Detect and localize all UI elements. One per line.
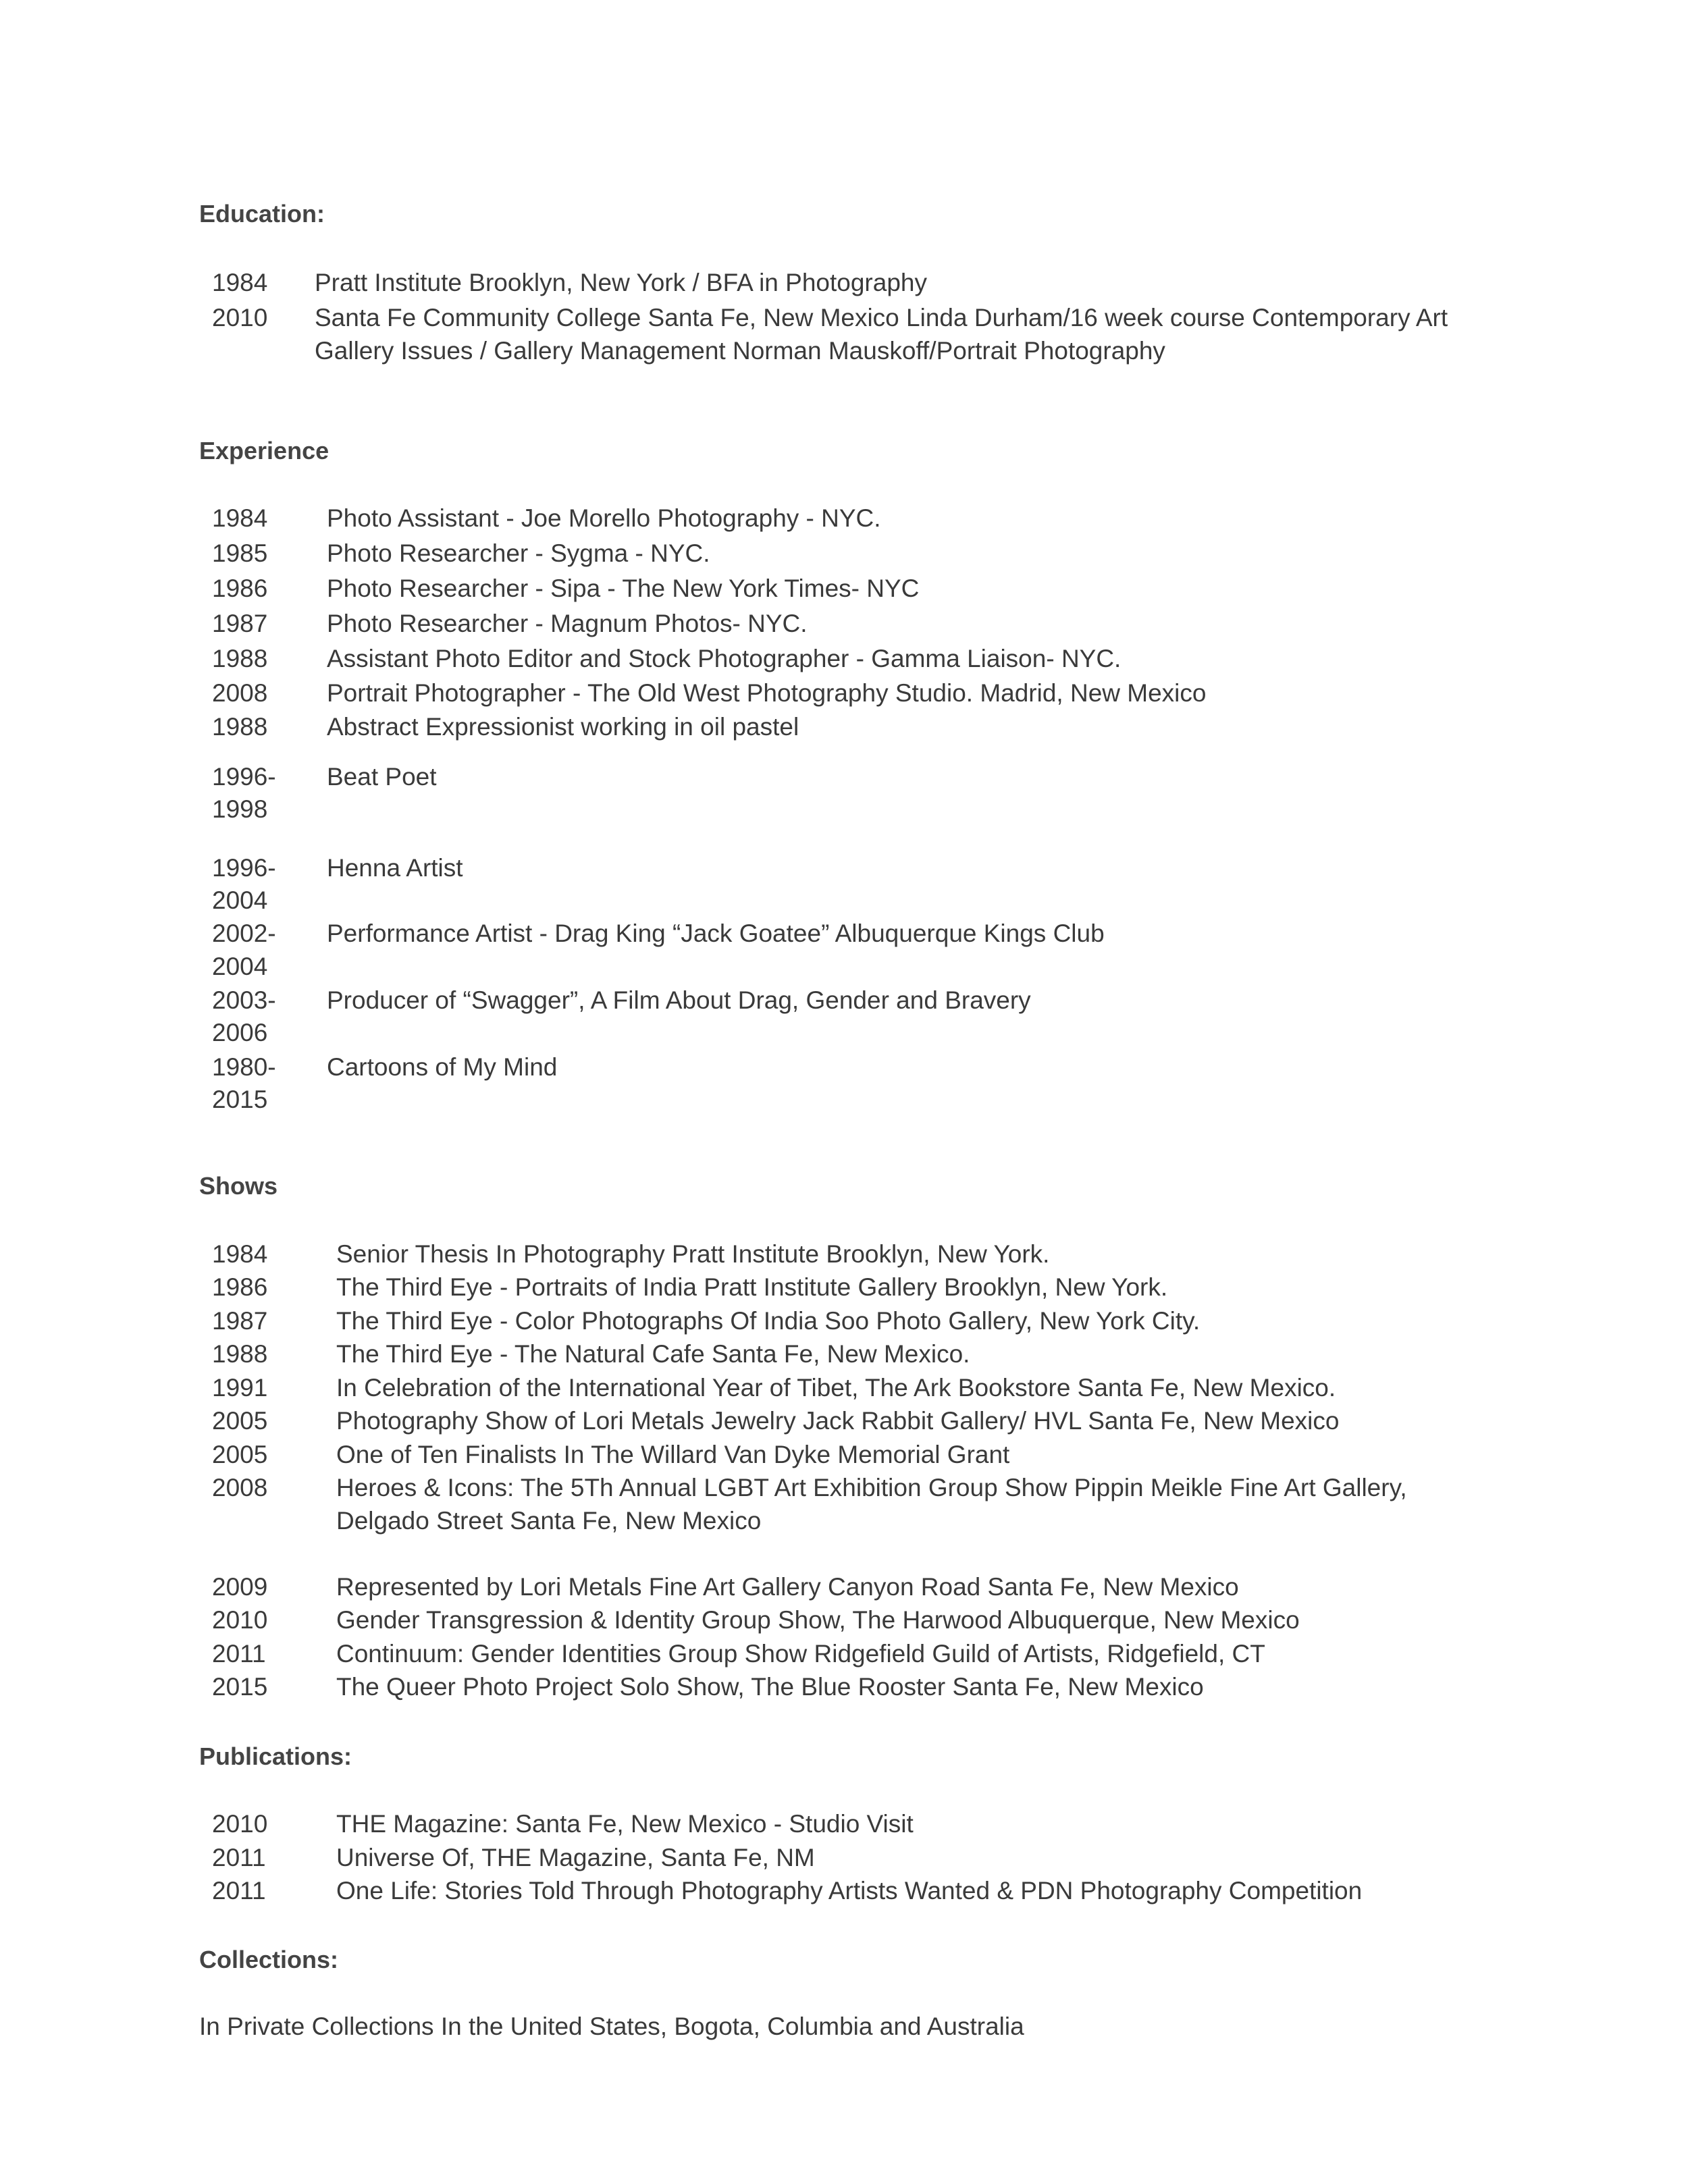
experience-entry: Henna Artist: [327, 854, 463, 882]
show-entry: Heroes & Icons: The 5Th Annual LGBT Art Exhibition Group Show Pippin Meikle Fine Art Gallery,: [336, 1474, 1407, 1501]
show-entry: Senior Thesis In Photography Pratt Institute Brooklyn, New York.: [336, 1240, 1050, 1268]
education-year: 1984: [212, 269, 268, 296]
education-entry: Pratt Institute Brooklyn, New York / BFA in Photography: [315, 269, 927, 296]
show-year: 2005: [212, 1407, 268, 1435]
show-entry: One of Ten Finalists In The Willard Van Dyke Memorial Grant: [336, 1441, 1010, 1468]
experience-entry: Assistant Photo Editor and Stock Photographer - Gamma Liaison- NYC.: [327, 645, 1122, 672]
publication-entry: Universe Of, THE Magazine, Santa Fe, NM: [336, 1844, 815, 1871]
show-year: 1986: [212, 1273, 268, 1301]
show-entry: The Third Eye - Portraits of India Pratt Institute Gallery Brooklyn, New York.: [336, 1273, 1168, 1301]
show-entry: The Third Eye - Color Photographs Of India Soo Photo Gallery, New York City.: [336, 1307, 1201, 1335]
experience-year: 1988: [212, 713, 268, 741]
experience-year: 1996-: [212, 763, 276, 791]
experience-year: 2008: [212, 679, 268, 707]
experience-year-end: 1998: [212, 795, 268, 823]
publication-entry: THE Magazine: Santa Fe, New Mexico - Studio Visit: [336, 1810, 914, 1838]
experience-entry: Abstract Expressionist working in oil pastel: [327, 713, 799, 741]
education-heading: Education:: [199, 200, 325, 228]
show-entry: Continuum: Gender Identities Group Show Ridgefield Guild of Artists, Ridgefield, CT: [336, 1640, 1265, 1668]
education-year: 2010: [212, 304, 268, 331]
experience-year: 1985: [212, 539, 268, 567]
show-year: 2010: [212, 1606, 268, 1634]
show-entry: In Celebration of the International Year of Tibet, The Ark Bookstore Santa Fe, New Mexico.: [336, 1374, 1336, 1402]
show-year: 2009: [212, 1573, 268, 1601]
experience-year: 1987: [212, 610, 268, 637]
publications-heading: Publications:: [199, 1742, 352, 1770]
shows-heading: Shows: [199, 1172, 278, 1200]
experience-entry: Photo Researcher - Magnum Photos- NYC.: [327, 610, 808, 637]
education-entry-continued: Gallery Issues / Gallery Management Norman Mauskoff/Portrait Photography: [315, 337, 1165, 365]
education-entry: Santa Fe Community College Santa Fe, New Mexico Linda Durham/16 week course Contemporary Art: [315, 304, 1448, 331]
experience-year: 2002-: [212, 920, 276, 947]
publication-year: 2010: [212, 1810, 268, 1838]
experience-entry: Photo Researcher - Sipa - The New York Times- NYC: [327, 575, 920, 602]
show-year: 2008: [212, 1474, 268, 1501]
show-entry-continued: Delgado Street Santa Fe, New Mexico: [336, 1507, 762, 1535]
experience-entry: Photo Assistant - Joe Morello Photography - NYC.: [327, 504, 881, 532]
experience-heading: Experience: [199, 437, 329, 464]
experience-year: 1986: [212, 575, 268, 602]
publication-entry: One Life: Stories Told Through Photography Artists Wanted & PDN Photography Competition: [336, 1877, 1363, 1905]
experience-entry: Performance Artist - Drag King “Jack Goatee” Albuquerque Kings Club: [327, 920, 1105, 947]
experience-entry: Producer of “Swagger”, A Film About Drag, Gender and Bravery: [327, 986, 1031, 1014]
show-entry: Gender Transgression & Identity Group Show, The Harwood Albuquerque, New Mexico: [336, 1606, 1300, 1634]
show-year: 1991: [212, 1374, 268, 1402]
experience-year: 1996-: [212, 854, 276, 882]
experience-entry: Photo Researcher - Sygma - NYC.: [327, 539, 710, 567]
experience-year: 1980-: [212, 1053, 276, 1081]
show-entry: The Queer Photo Project Solo Show, The Blue Rooster Santa Fe, New Mexico: [336, 1673, 1204, 1701]
experience-year: 1988: [212, 645, 268, 672]
experience-entry: Cartoons of My Mind: [327, 1053, 558, 1081]
show-year: 1988: [212, 1340, 268, 1368]
collections-text: In Private Collections In the United States, Bogota, Columbia and Australia: [199, 2013, 1024, 2040]
experience-year-end: 2004: [212, 953, 268, 980]
show-year: 2015: [212, 1673, 268, 1701]
collections-heading: Collections:: [199, 1946, 339, 1973]
show-entry: Represented by Lori Metals Fine Art Gallery Canyon Road Santa Fe, New Mexico: [336, 1573, 1239, 1601]
show-year: 2005: [212, 1441, 268, 1468]
experience-year-end: 2004: [212, 886, 268, 914]
publication-year: 2011: [212, 1877, 266, 1905]
show-entry: Photography Show of Lori Metals Jewelry Jack Rabbit Gallery/ HVL Santa Fe, New Mexico: [336, 1407, 1340, 1435]
show-year: 2011: [212, 1640, 266, 1668]
experience-year: 2003-: [212, 986, 276, 1014]
publication-year: 2011: [212, 1844, 266, 1871]
experience-entry: Beat Poet: [327, 763, 437, 791]
experience-year-end: 2006: [212, 1019, 268, 1046]
show-entry: The Third Eye - The Natural Cafe Santa Fe, New Mexico.: [336, 1340, 970, 1368]
show-year: 1984: [212, 1240, 268, 1268]
experience-year: 1984: [212, 504, 268, 532]
experience-year-end: 2015: [212, 1086, 268, 1113]
show-year: 1987: [212, 1307, 268, 1335]
experience-entry: Portrait Photographer - The Old West Photography Studio. Madrid, New Mexico: [327, 679, 1207, 707]
